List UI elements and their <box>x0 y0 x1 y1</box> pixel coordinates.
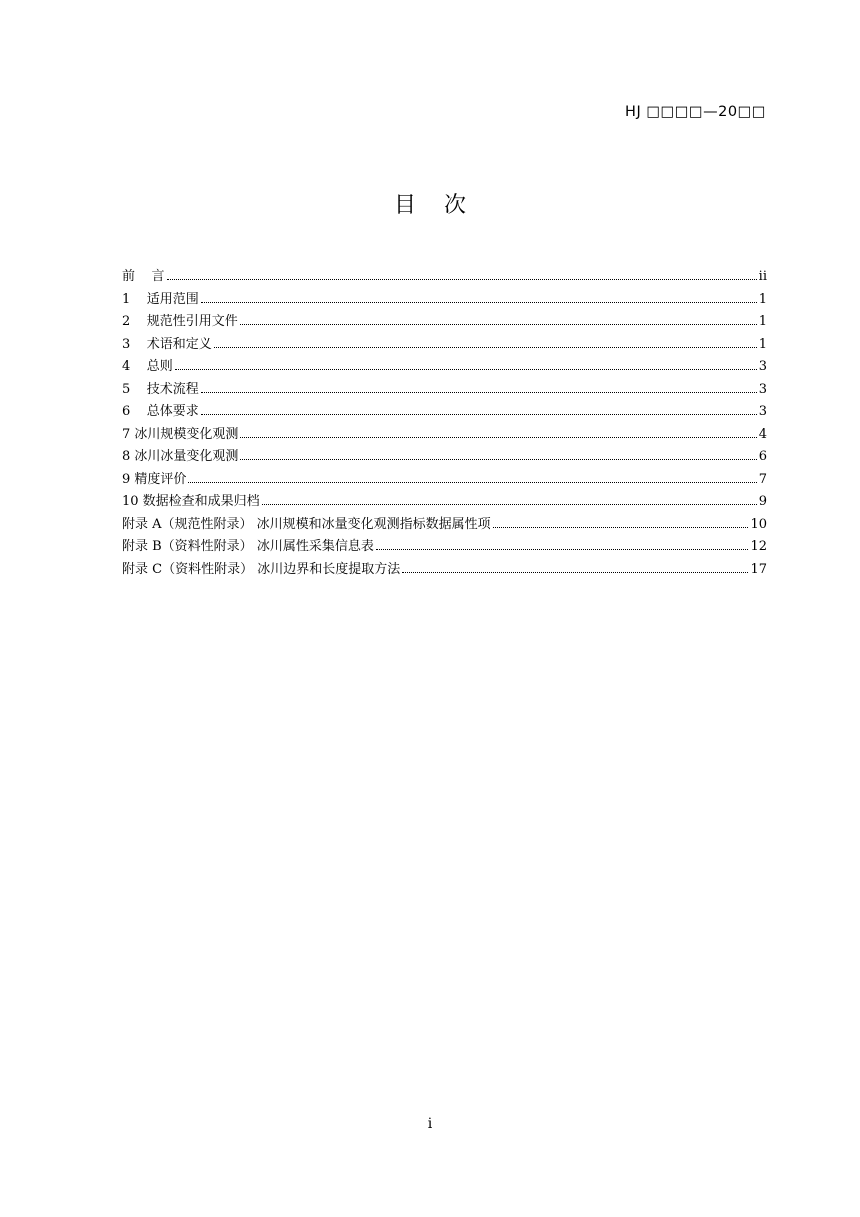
toc-leader-dots <box>262 503 757 505</box>
toc-entry-label: 5 技术流程 <box>122 381 199 397</box>
toc-entry-terms-definitions[interactable] <box>122 334 767 357</box>
toc-entry-page: ii <box>758 269 767 284</box>
toc-entry-label: 10 数据检查和成果归档 <box>122 494 260 509</box>
standard-number: HJ □□□□—20□□ <box>625 104 766 120</box>
toc-leader-dots <box>214 346 757 348</box>
toc-entry-general-requirements[interactable] <box>122 401 767 424</box>
toc-leader-dots <box>175 368 757 370</box>
toc-entry-accuracy-evaluation[interactable] <box>122 469 767 492</box>
toc-leader-dots <box>402 571 748 573</box>
toc-entry-scope[interactable] <box>122 289 767 312</box>
toc-entry-page: 7 <box>758 471 767 487</box>
toc-entry-technical-process[interactable] <box>122 379 767 402</box>
toc-entry-data-check-archiving[interactable] <box>122 491 767 514</box>
toc-leader-dots <box>493 526 749 528</box>
toc-entry-label: 9 精度评价 <box>122 471 187 487</box>
toc-entry-label: 7 冰川规模变化观测 <box>122 426 239 442</box>
page-number: i <box>427 1116 433 1132</box>
toc-entry-label: 6 总体要求 <box>122 404 199 419</box>
toc-entry-normative-references[interactable] <box>122 311 767 334</box>
toc-entry-appendix-b[interactable] <box>122 536 767 559</box>
toc-entry-page: 17 <box>750 561 767 577</box>
toc-entry-label: 3 术语和定义 <box>122 336 212 352</box>
toc-entry-page: 1 <box>758 314 767 329</box>
toc-entry-page: 3 <box>758 404 767 419</box>
toc-leader-dots <box>240 458 756 460</box>
toc-entry-label: 前 言 <box>122 269 165 284</box>
toc-entry-glacier-scale-observation[interactable] <box>122 424 767 447</box>
toc-leader-dots <box>201 391 757 393</box>
toc-entry-page: 9 <box>758 494 767 509</box>
toc-entry-label: 8 冰川冰量变化观测 <box>122 449 239 464</box>
toc-leader-dots <box>201 301 757 303</box>
toc-entry-page: 10 <box>750 516 767 532</box>
toc-entry-label: 2 规范性引用文件 <box>122 314 238 329</box>
toc-entry-foreword[interactable] <box>122 266 767 289</box>
toc-entry-general-principles[interactable] <box>122 356 767 379</box>
toc-title: 目 次 <box>394 193 466 218</box>
toc-entry-appendix-c[interactable] <box>122 559 767 582</box>
toc-leader-dots <box>167 278 757 280</box>
toc-entry-page: 1 <box>758 336 767 352</box>
toc-entry-label: 1 适用范围 <box>122 291 199 307</box>
toc-entry-label: 附录 B（资料性附录） 冰川属性采集信息表 <box>122 539 374 554</box>
toc-entry-label: 4 总则 <box>122 359 173 374</box>
toc-entry-label: 附录 C（资料性附录） 冰川边界和长度提取方法 <box>122 561 401 577</box>
toc-entry-label: 附录 A（规范性附录） 冰川规模和冰量变化观测指标数据属性项 <box>122 516 491 532</box>
toc-entry-page: 3 <box>758 359 767 374</box>
toc-leader-dots <box>376 548 749 550</box>
toc-leader-dots <box>240 323 757 325</box>
toc-entry-page: 1 <box>758 291 767 307</box>
toc-entry-page: 4 <box>758 426 767 442</box>
toc-entry-page: 3 <box>758 381 767 397</box>
toc-entry-page: 12 <box>750 539 767 554</box>
toc-list <box>122 266 767 581</box>
toc-entry-appendix-a[interactable] <box>122 514 767 537</box>
toc-entry-glacier-volume-observation[interactable] <box>122 446 767 469</box>
toc-leader-dots <box>240 436 756 438</box>
toc-leader-dots <box>188 481 756 483</box>
toc-entry-page: 6 <box>758 449 767 464</box>
toc-leader-dots <box>201 413 757 415</box>
